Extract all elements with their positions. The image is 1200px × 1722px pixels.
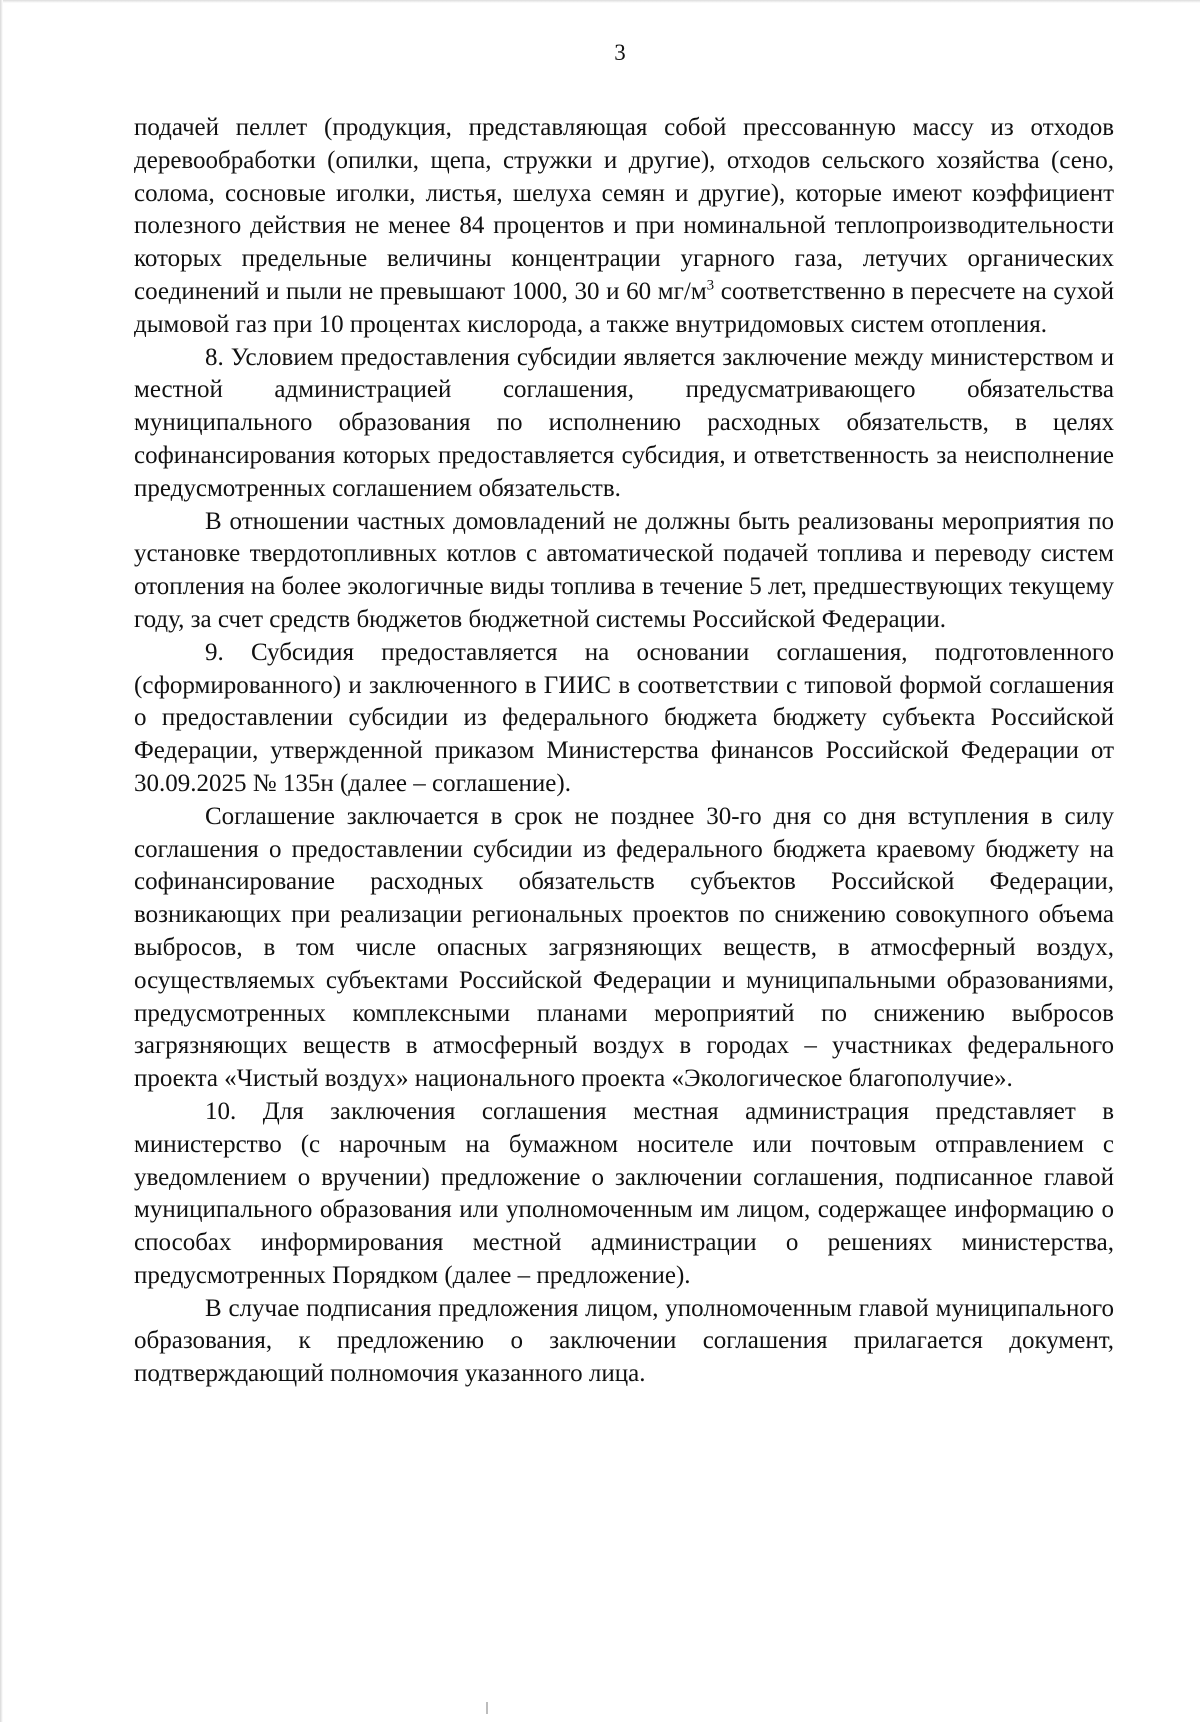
scan-edge-left xyxy=(0,0,3,1722)
scan-edge-top xyxy=(0,0,1200,3)
superscript-cubic: 3 xyxy=(706,277,715,294)
scan-mark xyxy=(486,1702,488,1714)
paragraph-item-9: 9. Субсидия предоставляется на основании соглашения, подготовленного (сформированного) и заключенного в ГИИС в соответствии с типовой формой соглашения о предоставлении субсидии из федерального бюджета бюджету субъекта Российской Федерации, утвержденной приказом Министерства финансов Российской Федерации от 30.09.2025 № 135н (далее – соглашение). xyxy=(134,638,1114,797)
paragraph-item-8: 8. Условием предоставления субсидии является заключение между министерством и местной администрацией соглашения, предусматривающего обязательства муниципального образования по исполнению расходных обязательств, в целях софинансирования которых предоставляется субсидия, и ответственность за неисполнение предусмотренных соглашением обязательств. xyxy=(134,343,1114,502)
paragraph-authority-document: В случае подписания предложения лицом, уполномоченным главой муниципального образования, к предложению о заключении соглашения прилагается документ, подтверждающий полномочия указанного лица. xyxy=(134,1294,1114,1388)
paragraph-private-households: В отношении частных домовладений не должны быть реализованы мероприятия по установке твердотопливных котлов с автоматической подачей топлива и переводу систем отопления на более экологичные виды топлива в течение 5 лет, предшествующих текущему году, за счет средств бюджетов бюджетной системы Российской Федерации. xyxy=(134,507,1114,633)
paragraph-text-continued: соответственно в пересчете на сухой дымовой газ при 10 процентах кислорода, а также внутридомовых систем отопления. xyxy=(134,277,1114,338)
document-body xyxy=(134,112,1114,1391)
page-number: 3 xyxy=(614,40,626,65)
paragraph-emissions-requirements xyxy=(134,112,1114,342)
paragraph-text: подачей пеллет (продукция, представляющая собой прессованную массу из отходов деревообработки (опилки, щепа, стружки и другие), отходов сельского хозяйства (сено, солома, сосновые иголки, листья, шелуха семян и другие), которые имеют коэффициент полезного действия не менее 84 процентов и при номинальной теплопроизводительности которых предельные величины концентрации угарного газа, летучих органических соединений и пыли не превышают 1000, 30 и 60 мг/м xyxy=(134,114,1114,305)
paragraph-agreement-deadline: Соглашение заключается в срок не позднее 30-го дня со дня вступления в силу соглашения о предоставлении субсидии из федерального бюджета краевому бюджету на софинансирование расходных обязательств субъектов Российской Федерации, возникающих при реализации региональных проектов по снижению совокупного объема выбросов, в том числе опасных загрязняющих веществ, в атмосферный воздух, осуществляемых субъектами Российской Федерации и муниципальными образованиями, предусмотренных комплексными планами мероприятий по снижению выбросов загрязняющих веществ в атмосферный воздух в городах – участниках федерального проекта «Чистый воздух» национального проекта «Экологическое благополучие». xyxy=(134,802,1114,1093)
paragraph-item-10: 10. Для заключения соглашения местная администрация представляет в министерство (с нарочным на бумажном носителе или почтовым отправлением с уведомлением о вручении) предложение о заключении соглашения, подписанное главой муниципального образования или уполномоченным им лицом, содержащее информацию о способах информирования местной администрации о решениях министерства, предусмотренных Порядком (далее – предложение). xyxy=(134,1097,1114,1289)
